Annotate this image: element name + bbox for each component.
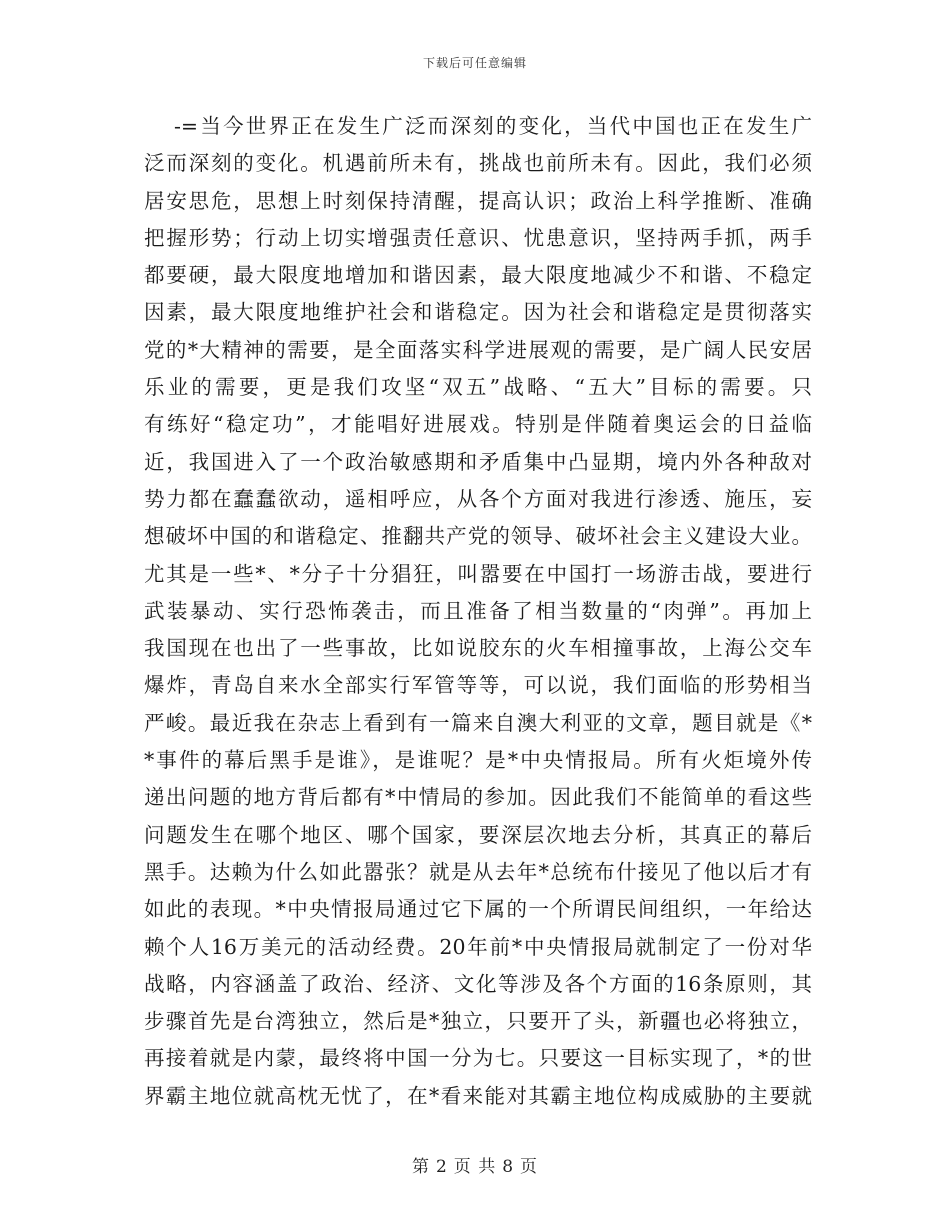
body-line: 想破坏中国的和谐稳定、推翻共产党的领导、破坏社会主义建设大业。: [144, 524, 812, 549]
body-line: 势力都在蠢蠢欲动，遥相呼应，从各个方面对我进行渗透、施压，妄: [144, 486, 812, 511]
footer-page-number: 2: [435, 1157, 448, 1177]
body-line: 把握形势；行动上切实增强责任意识、忧患意识，坚持两手抓，两手: [144, 225, 812, 250]
body-line: 再接着就是内蒙，最终将中国一分为七。只要这一目标实现了，*的世: [144, 1046, 812, 1071]
body-line: *事件的幕后黑手是谁》，是谁呢？是*中央情报局。所有火炬境外传: [144, 748, 812, 773]
body-line: 乐业的需要，更是我们攻坚“双五”战略、“五大”目标的需要。只: [144, 375, 812, 400]
body-line: 都要硬，最大限度地增加和谐因素，最大限度地减少不和谐、不稳定: [144, 263, 812, 288]
footer-middle: 页 共: [453, 1157, 497, 1177]
body-line: 界霸主地位就高枕无忧了，在*看来能对其霸主地位构成威胁的主要就: [144, 1083, 812, 1108]
footer-prefix: 第: [411, 1157, 430, 1177]
body-line: 递出问题的地方背后都有*中情局的参加。因此我们不能简单的看这些: [144, 785, 812, 810]
body-line: 我国现在也出了一些事故，比如说胶东的火车相撞事故，上海公交车: [144, 636, 812, 661]
body-line: 泛而深刻的变化。机遇前所未有，挑战也前所未有。因此，我们必须: [144, 151, 812, 176]
footer-page-total: 8: [502, 1157, 515, 1177]
body-line: 爆炸，青岛自来水全部实行军管等等，可以说，我们面临的形势相当: [144, 673, 812, 698]
page-footer: [0, 1152, 950, 1177]
body-line: 尤其是一些*、*分子十分猖狂，叫嚣要在中国打一场游击战，要进行: [144, 561, 812, 586]
body-line: -=当今世界正在发生广泛而深刻的变化，当代中国也正在发生广: [174, 114, 812, 138]
body-line: 赖个人16万美元的活动经费。20年前*中央情报局就制定了一份对华: [144, 934, 812, 959]
footer-suffix: 页: [520, 1157, 539, 1177]
page-header: 下载后可任意编辑: [422, 56, 527, 70]
body-line: 步骤首先是台湾独立，然后是*独立，只要开了头，新疆也必将独立，: [144, 1009, 812, 1034]
body-line: 严峻。最近我在杂志上看到有一篇来自澳大利亚的文章，题目就是《*: [144, 710, 812, 735]
body-line: 黑手。达赖为什么如此嚣张？就是从去年*总统布什接见了他以后才有: [144, 859, 812, 884]
document-body: [144, 108, 812, 1115]
body-line: 战略，内容涵盖了政治、经济、文化等涉及各个方面的16条原则，其: [144, 971, 812, 996]
body-line: 党的*大精神的需要，是全面落实科学进展观的需要，是广阔人民安居: [144, 337, 812, 362]
body-line: 近，我国进入了一个政治敏感期和矛盾集中凸显期，境内外各种敌对: [144, 449, 812, 474]
body-line: 因素，最大限度地维护社会和谐稳定。因为社会和谐稳定是贯彻落实: [144, 300, 812, 325]
body-line: 如此的表现。*中央情报局通过它下属的一个所谓民间组织，一年给达: [144, 897, 812, 922]
body-line: 居安思危，思想上时刻保持清醒，提高认识；政治上科学推断、准确: [144, 188, 812, 213]
body-line: 问题发生在哪个地区、哪个国家，要深层次地去分析，其真正的幕后: [144, 822, 812, 847]
body-line: 武装暴动、实行恐怖袭击，而且准备了相当数量的“肉弹”。再加上: [144, 598, 812, 623]
body-line: 有练好“稳定功”，才能唱好进展戏。特别是伴随着奥运会的日益临: [144, 412, 812, 437]
